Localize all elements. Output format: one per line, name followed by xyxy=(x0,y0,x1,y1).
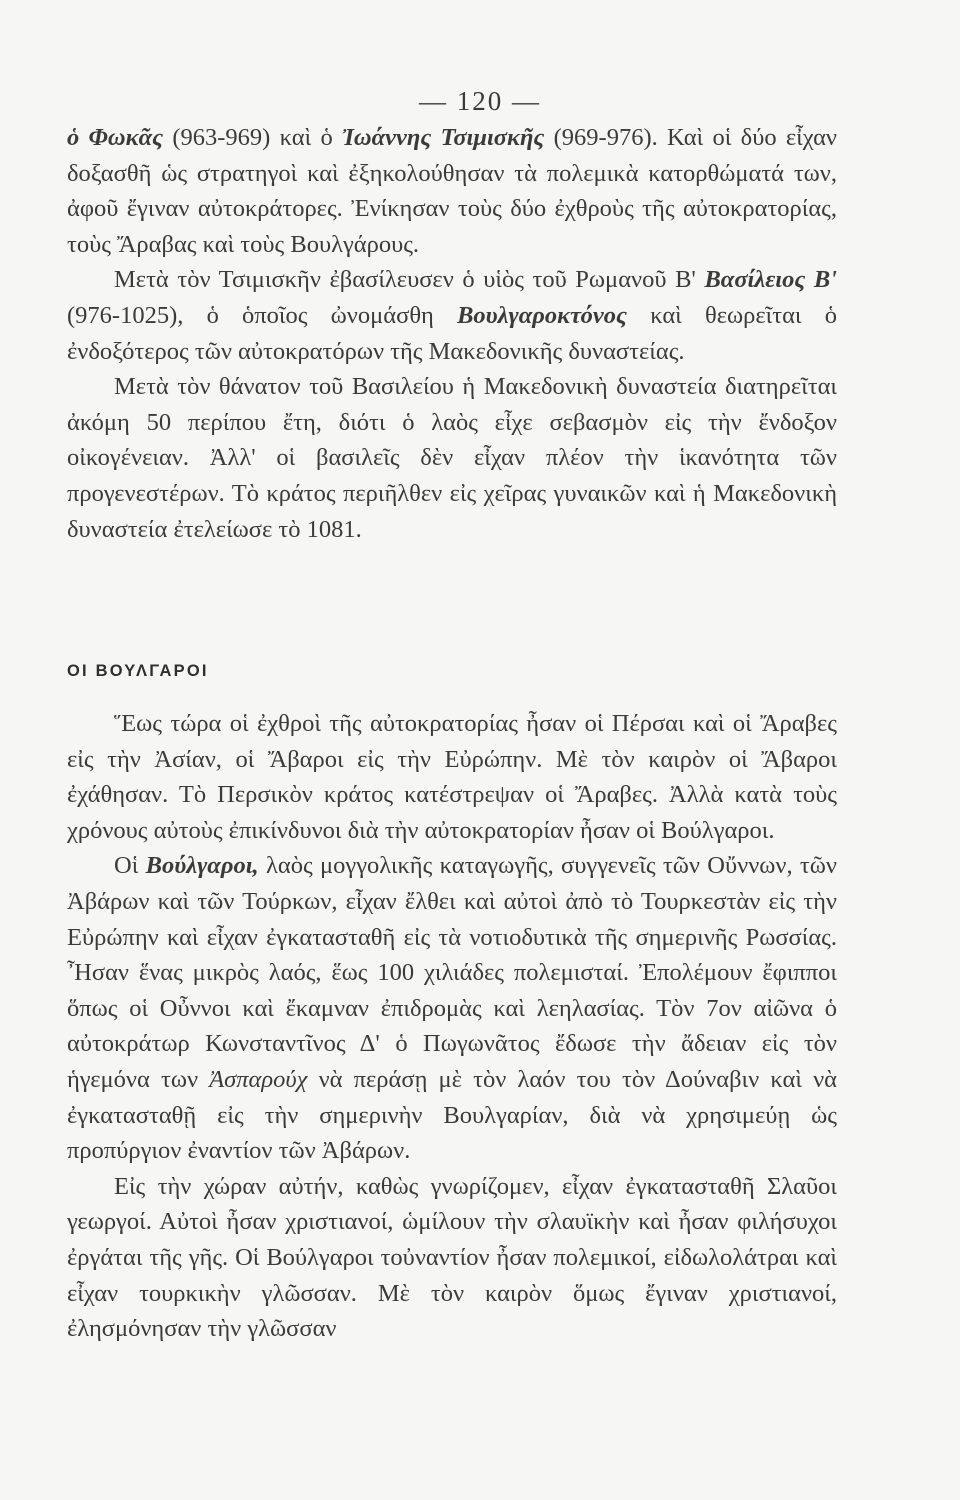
text-run: (963-969) καὶ ὁ xyxy=(163,124,342,151)
emphasis-name: ὁ Φωκᾶς xyxy=(67,124,164,151)
paragraph: Ἕως τώρα οἱ ἐχθροὶ τῆς αὐτοκρατορίας ἦσαν οἱ Πέρσαι καὶ οἱ Ἄραβες εἰς τὴν Ἀσίαν, οἱ Ἄβαροι εἰς τὴν Εὐρώπην. Μὲ τὸν καιρὸν οἱ Ἄβαροι ἐχάθησαν. Τὸ Περσικὸν κράτος κατέστρεψαν οἱ Ἄραβες. Ἀλλὰ κατὰ τοὺς χρόνους αὐτοὺς ἐπικίνδυνοι διὰ τὴν αὐτοκρατορίαν ἦσαν οἱ Βούλγαροι. xyxy=(67,710,837,844)
emphasis-name: Βασίλειος Β' xyxy=(704,266,837,294)
section-heading: ΟΙ ΒΟΥΛΓΑΡΟΙ xyxy=(67,662,209,680)
page-number: — 120 — xyxy=(419,86,541,116)
text-run: λαὸς μογγολικῆς καταγωγῆς, συγγενεῖς τῶν Οὔννων, τῶν Ἀβάρων καὶ τῶν Τούρκων, εἶχαν ἔλθει καὶ αὐτοὶ ἀπὸ τὸ Τουρκεστὰν εἰς τὴν Εὐρώπην καὶ εἶχαν ἐγκατασταθῆ εἰς τὰ νοτιοδυτικὰ τῆς σημερινῆς Ρωσσίας. Ἦσαν ἕνας μικρὸς λαός, ἕως 100 χιλιάδες πολεμισταί. Ἐπολέμουν ἔφιπποι ὅπως οἱ Οὖννοι καὶ ἔκαμναν ἐπιδρομὰς καὶ λεηλασίας. Τὸν 7ον αἰῶνα ὁ αὐτοκράτωρ Κωνσταντῖνος Δ' ὁ Πωγωνᾶτος ἔδωσε τὴν ἄδειαν εἰς τὸν ἡγεμόνα των xyxy=(67,852,837,1093)
paragraph: Μετὰ τὸν θάνατον τοῦ Βασιλείου ἡ Μακεδονικὴ δυναστεία διατηρεῖται ἀκόμη 50 περίπου ἔτη, διότι ὁ λαὸς εἶχε σεβασμὸν εἰς τὴν ἔνδοξον οἰκογένειαν. Ἀλλ' οἱ βασιλεῖς δὲν εἶχαν πλέον τὴν ἱκανότητα τῶν προγενεστέρων. Τὸ κράτος περιῆλθεν εἰς χεῖρας γυναικῶν καὶ ἡ Μακεδονικὴ δυναστεία ἐτελείωσε τὸ 1081. xyxy=(67,373,837,543)
emphasis-name: Βουλγαροκτόνος xyxy=(457,301,627,329)
text-run: Μετὰ τὸν Τσιμισκῆν ἐβασίλευσεν ὁ υἱὸς τοῦ Ρωμανοῦ Β' xyxy=(114,266,705,294)
emphasis-name: Ἰωάννης Τσιμισκῆς xyxy=(341,124,545,151)
text-block-bulgarians xyxy=(67,706,837,1347)
text-run: Οἱ xyxy=(114,852,146,880)
text-block-intro xyxy=(67,120,837,547)
paragraph xyxy=(67,120,837,262)
paragraph xyxy=(67,262,837,369)
text-run: νὰ περάσῃ μὲ τὸν λαόν του τὸν Δούναβιν καὶ νὰ ἐγκατασταθῇ εἰς τὴν σημερινὴν Βουλγαρίαν, διὰ νὰ χρησιμεύῃ ὡς προπύργιον ἐναντίον τῶν Ἀβάρων. xyxy=(67,1065,838,1165)
emphasis-name: Ἀσπαρούχ xyxy=(209,1065,308,1093)
text-run: καὶ θεωρεῖται ὁ ἐνδοξότερος τῶν αὐτοκρατόρων τῆς Μακεδονικῆς δυναστείας. xyxy=(67,301,837,365)
paragraph xyxy=(67,848,837,1168)
text-run: (976-1025), ὁ ὁποῖος ὠνομάσθη xyxy=(67,301,458,329)
emphasis-name: Βούλγαροι, xyxy=(145,852,259,880)
paragraph: Εἰς τὴν χώραν αὐτήν, καθὼς γνωρίζομεν, εἶχαν ἐγκατασταθῆ Σλαῦοι γεωργοί. Αὐτοὶ ἦσαν χριστιανοί, ὡμίλουν τὴν σλαυϊκὴν καὶ ἦσαν φιλήσυχοι ἐργάται τῆς γῆς. Οἱ Βούλγαροι τοὐναντίον ἦσαν πολεμικοί, εἰδωλολάτραι καὶ εἶχαν τουρκικὴν γλῶσσαν. Μὲ τὸν καιρὸν ὅμως ἔγιναν χριστιανοί, ἐλησμόνησαν τὴν γλῶσσαν xyxy=(67,1172,837,1343)
text-run: (969-976). Καὶ οἱ δύο εἶχαν δοξασθῆ ὡς στρατηγοὶ καὶ ἐξηκολούθησαν τὰ πολεμικὰ κατορθώματά των, ἀφοῦ ἔγιναν αὐτοκράτορες. Ἐνίκησαν τοὺς δύο ἐχθροὺς τῆς αὐτοκρατορίας, τοὺς Ἄραβας καὶ τοὺς Βουλγάρους. xyxy=(67,124,837,258)
